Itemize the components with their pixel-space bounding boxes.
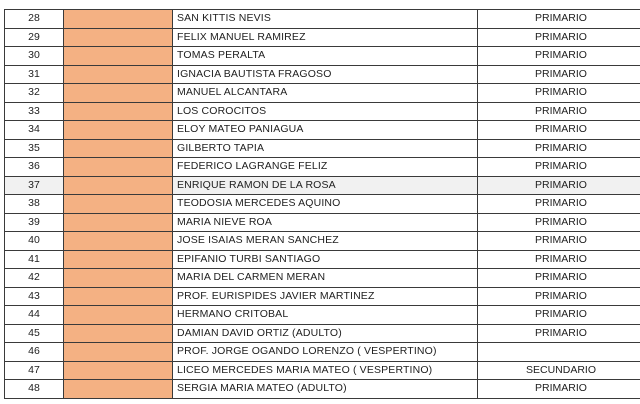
table-row (5, 176, 640, 195)
school-name-cell[interactable]: MARIA DEL CARMEN MERAN (173, 269, 478, 288)
level-cell[interactable] (478, 343, 640, 362)
row-number-cell[interactable]: 34 (5, 121, 64, 140)
row-number-cell[interactable]: 29 (5, 28, 64, 47)
row-number-cell[interactable]: 30 (5, 47, 64, 66)
school-table (4, 9, 640, 399)
school-name-cell[interactable]: JOSE ISAIAS MERAN SANCHEZ (173, 232, 478, 251)
shaded-cell[interactable] (64, 324, 173, 343)
shaded-cell[interactable] (64, 213, 173, 232)
school-name-cell[interactable]: EPIFANIO TURBI SANTIAGO (173, 250, 478, 269)
shaded-cell[interactable] (64, 380, 173, 399)
school-name-cell[interactable]: SERGIA MARIA MATEO (ADULTO) (173, 380, 478, 399)
level-cell[interactable]: PRIMARIO (478, 65, 640, 84)
school-name-cell[interactable]: DAMIAN DAVID ORTIZ (ADULTO) (173, 324, 478, 343)
table-row (5, 343, 640, 362)
row-number-cell[interactable]: 38 (5, 195, 64, 214)
row-number-cell[interactable]: 46 (5, 343, 64, 362)
shaded-cell[interactable] (64, 139, 173, 158)
school-name-cell[interactable]: LICEO MERCEDES MARIA MATEO ( VESPERTINO) (173, 361, 478, 380)
shaded-cell[interactable] (64, 84, 173, 103)
table-row (5, 28, 640, 47)
school-name-cell[interactable]: ENRIQUE RAMON DE LA ROSA (173, 176, 478, 195)
row-number-cell[interactable]: 39 (5, 213, 64, 232)
school-name-cell[interactable]: MARIA NIEVE ROA (173, 213, 478, 232)
table-row (5, 121, 640, 140)
school-name-cell[interactable]: MANUEL ALCANTARA (173, 84, 478, 103)
school-name-cell[interactable]: PROF. EURISPIDES JAVIER MARTINEZ (173, 287, 478, 306)
row-number-cell[interactable]: 31 (5, 65, 64, 84)
school-name-cell[interactable]: FELIX MANUEL RAMIREZ (173, 28, 478, 47)
shaded-cell[interactable] (64, 250, 173, 269)
school-name-cell[interactable]: LOS COROCITOS (173, 102, 478, 121)
school-name-cell[interactable]: GILBERTO TAPIA (173, 139, 478, 158)
row-number-cell[interactable]: 36 (5, 158, 64, 177)
school-name-cell[interactable]: HERMANO CRITOBAL (173, 306, 478, 325)
table-row (5, 250, 640, 269)
level-cell[interactable]: PRIMARIO (478, 380, 640, 399)
shaded-cell[interactable] (64, 10, 173, 29)
shaded-cell[interactable] (64, 361, 173, 380)
level-cell[interactable]: PRIMARIO (478, 213, 640, 232)
shaded-cell[interactable] (64, 269, 173, 288)
row-number-cell[interactable]: 43 (5, 287, 64, 306)
table-row (5, 47, 640, 66)
level-cell[interactable]: SECUNDARIO (478, 361, 640, 380)
level-cell[interactable]: PRIMARIO (478, 84, 640, 103)
row-number-cell[interactable]: 44 (5, 306, 64, 325)
table-row (5, 380, 640, 399)
row-number-cell[interactable]: 41 (5, 250, 64, 269)
level-cell[interactable]: PRIMARIO (478, 158, 640, 177)
table-row (5, 102, 640, 121)
level-cell[interactable]: PRIMARIO (478, 47, 640, 66)
row-number-cell[interactable]: 48 (5, 380, 64, 399)
table-row (5, 213, 640, 232)
table-row (5, 195, 640, 214)
level-cell[interactable]: PRIMARIO (478, 232, 640, 251)
shaded-cell[interactable] (64, 47, 173, 66)
shaded-cell[interactable] (64, 195, 173, 214)
table-row (5, 361, 640, 380)
level-cell[interactable]: PRIMARIO (478, 139, 640, 158)
row-number-cell[interactable]: 33 (5, 102, 64, 121)
shaded-cell[interactable] (64, 306, 173, 325)
level-cell[interactable]: PRIMARIO (478, 250, 640, 269)
school-name-cell[interactable]: FEDERICO LAGRANGE FELIZ (173, 158, 478, 177)
shaded-cell[interactable] (64, 232, 173, 251)
level-cell[interactable]: PRIMARIO (478, 324, 640, 343)
shaded-cell[interactable] (64, 176, 173, 195)
school-name-cell[interactable]: TOMAS PERALTA (173, 47, 478, 66)
table-row (5, 65, 640, 84)
row-number-cell[interactable]: 35 (5, 139, 64, 158)
shaded-cell[interactable] (64, 287, 173, 306)
table-row (5, 84, 640, 103)
shaded-cell[interactable] (64, 65, 173, 84)
row-number-cell[interactable]: 32 (5, 84, 64, 103)
row-number-cell[interactable]: 40 (5, 232, 64, 251)
table-row (5, 10, 640, 29)
table-row (5, 158, 640, 177)
level-cell[interactable]: PRIMARIO (478, 121, 640, 140)
school-name-cell[interactable]: TEODOSIA MERCEDES AQUINO (173, 195, 478, 214)
shaded-cell[interactable] (64, 158, 173, 177)
table-row (5, 139, 640, 158)
table-body (5, 10, 640, 399)
shaded-cell[interactable] (64, 343, 173, 362)
row-number-cell[interactable]: 28 (5, 10, 64, 29)
table-row (5, 306, 640, 325)
table-row (5, 232, 640, 251)
row-number-cell[interactable]: 42 (5, 269, 64, 288)
level-cell[interactable]: PRIMARIO (478, 28, 640, 47)
level-cell[interactable]: PRIMARIO (478, 10, 640, 29)
row-number-cell[interactable]: 47 (5, 361, 64, 380)
row-number-cell[interactable]: 37 (5, 176, 64, 195)
level-cell[interactable]: PRIMARIO (478, 176, 640, 195)
level-cell[interactable]: PRIMARIO (478, 287, 640, 306)
level-cell[interactable]: PRIMARIO (478, 269, 640, 288)
school-name-cell[interactable]: ELOY MATEO PANIAGUA (173, 121, 478, 140)
shaded-cell[interactable] (64, 121, 173, 140)
school-name-cell[interactable]: IGNACIA BAUTISTA FRAGOSO (173, 65, 478, 84)
level-cell[interactable]: PRIMARIO (478, 102, 640, 121)
level-cell[interactable]: PRIMARIO (478, 306, 640, 325)
table-row (5, 324, 640, 343)
level-cell[interactable]: PRIMARIO (478, 195, 640, 214)
shaded-cell[interactable] (64, 28, 173, 47)
school-name-cell[interactable]: SAN KITTIS NEVIS (173, 10, 478, 29)
table-row (5, 287, 640, 306)
school-name-cell[interactable]: PROF. JORGE OGANDO LORENZO ( VESPERTINO) (173, 343, 478, 362)
row-number-cell[interactable]: 45 (5, 324, 64, 343)
shaded-cell[interactable] (64, 102, 173, 121)
table-row (5, 269, 640, 288)
